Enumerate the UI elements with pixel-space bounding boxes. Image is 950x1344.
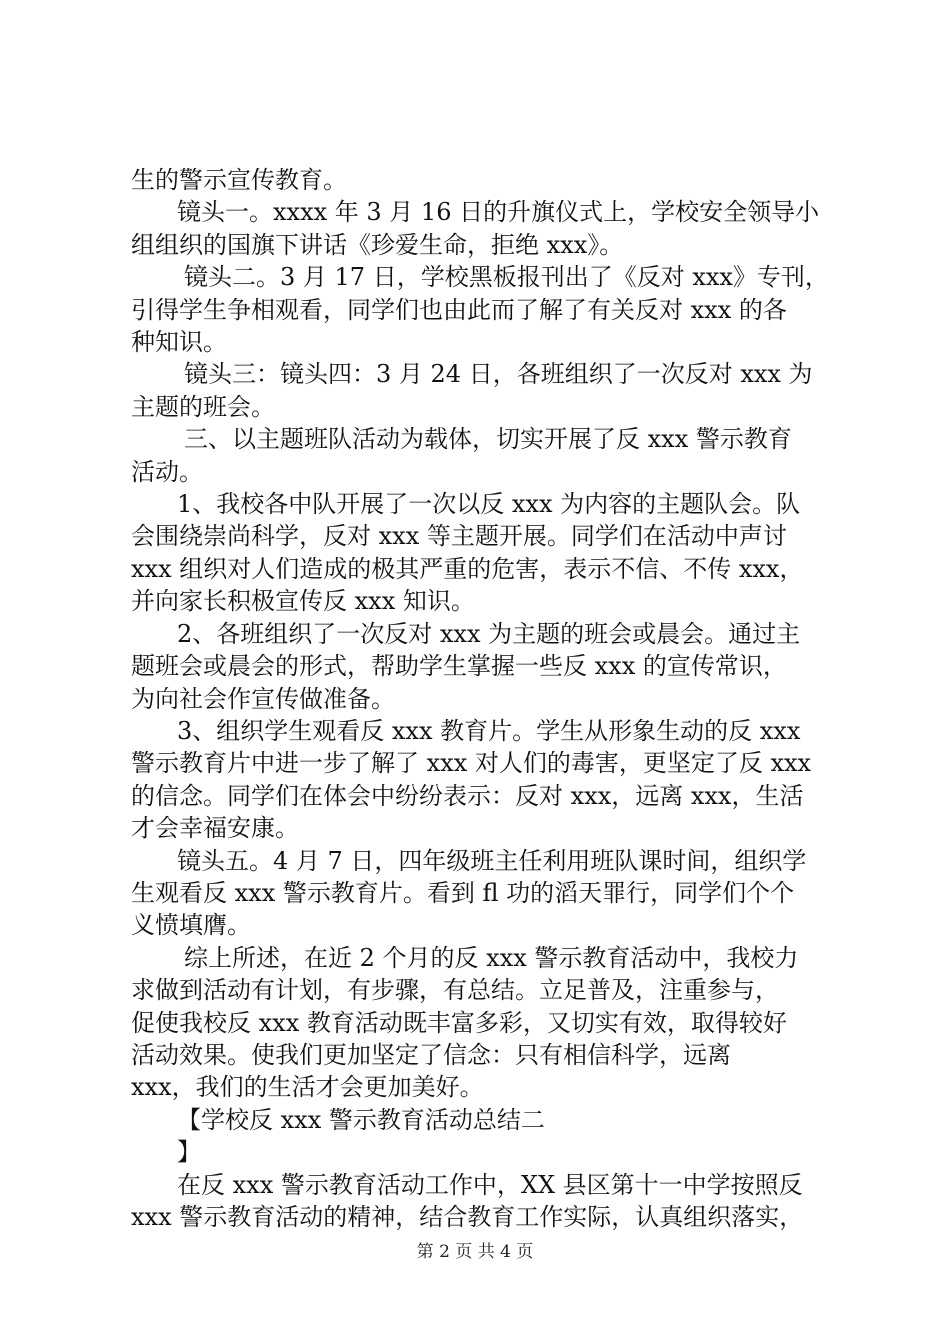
text-line: 引得学生争相观看，同学们也由此而了解了有关反对 xxx 的各 [131, 296, 787, 324]
text-line: 警示教育片中进一步了解了 xxx 对人们的毒害，更坚定了反 xxx [131, 749, 812, 777]
text-line: 生观看反 xxx 警示教育片。看到 fl 功的滔天罪行，同学们个个 [131, 879, 795, 907]
text-line: 种知识。 [131, 328, 227, 356]
text-line: 组组织的国旗下讲话《珍爱生命，拒绝 xxx》。 [131, 231, 624, 259]
text-line: 活动效果。使我们更加坚定了信念：只有相信科学，远离 [131, 1041, 731, 1069]
text-line: 3、组织学生观看反 xxx 教育片。学生从形象生动的反 xxx [177, 717, 801, 745]
text-line: 镜头三：镜头四：3 月 24 日，各班组织了一次反对 xxx 为 [184, 360, 813, 388]
text-line: 1、我校各中队开展了一次以反 xxx 为内容的主题队会。队 [177, 490, 801, 518]
text-line: xxx，我们的生活才会更加美好。 [131, 1073, 484, 1101]
section-heading-bracket: 】 [177, 1138, 201, 1166]
text-line: 题班会或晨会的形式，帮助学生掌握一些反 xxx 的宣传常识， [131, 652, 787, 680]
text-line: 镜头二。3 月 17 日，学校黑板报刊出了《反对 xxx》专刊， [184, 263, 829, 291]
section-heading: 【学校反 xxx 警示教育活动总结二 [177, 1106, 545, 1134]
text-line: 的信念。同学们在体会中纷纷表示：反对 xxx，远离 xxx，生活 [131, 782, 804, 810]
text-line: 主题的班会。 [131, 393, 275, 421]
text-line: xxx 警示教育活动的精神，结合教育工作实际，认真组织落实， [131, 1203, 804, 1231]
text-line: 镜头一。xxxx 年 3 月 16 日的升旗仪式上，学校安全领导小 [177, 198, 820, 226]
page-number-footer: 第 2 页 共 4 页 [416, 1242, 534, 1262]
text-line: 在反 xxx 警示教育活动工作中，XX 县区第十一中学按照反 [177, 1171, 803, 1199]
text-line: xxx 组织对人们造成的极其严重的危害，表示不信、不传 xxx， [131, 555, 804, 583]
text-line: 为向社会作宣传做准备。 [131, 685, 395, 713]
text-line: 2、各班组织了一次反对 xxx 为主题的班会或晨会。通过主 [177, 620, 801, 648]
text-line: 三、以主题班队活动为载体，切实开展了反 xxx 警示教育 [184, 425, 792, 453]
text-line: 综上所述，在近 2 个月的反 xxx 警示教育活动中，我校力 [184, 944, 799, 972]
text-line: 镜头五。4 月 7 日，四年级班主任利用班队课时间，组织学 [177, 847, 807, 875]
text-line: 义愤填膺。 [131, 911, 251, 939]
text-line: 活动。 [131, 458, 203, 486]
text-line: 促使我校反 xxx 教育活动既丰富多彩，又切实有效，取得较好 [131, 1009, 787, 1037]
text-line: 才会幸福安康。 [131, 814, 299, 842]
text-line: 并向家长积极宣传反 xxx 知识。 [131, 587, 475, 615]
text-line: 求做到活动有计划，有步骤，有总结。立足普及，注重参与， [131, 976, 779, 1004]
text-line: 生的警示宣传教育。 [131, 166, 347, 194]
text-line: 会围绕崇尚科学，反对 xxx 等主题开展。同学们在活动中声讨 [131, 522, 787, 550]
